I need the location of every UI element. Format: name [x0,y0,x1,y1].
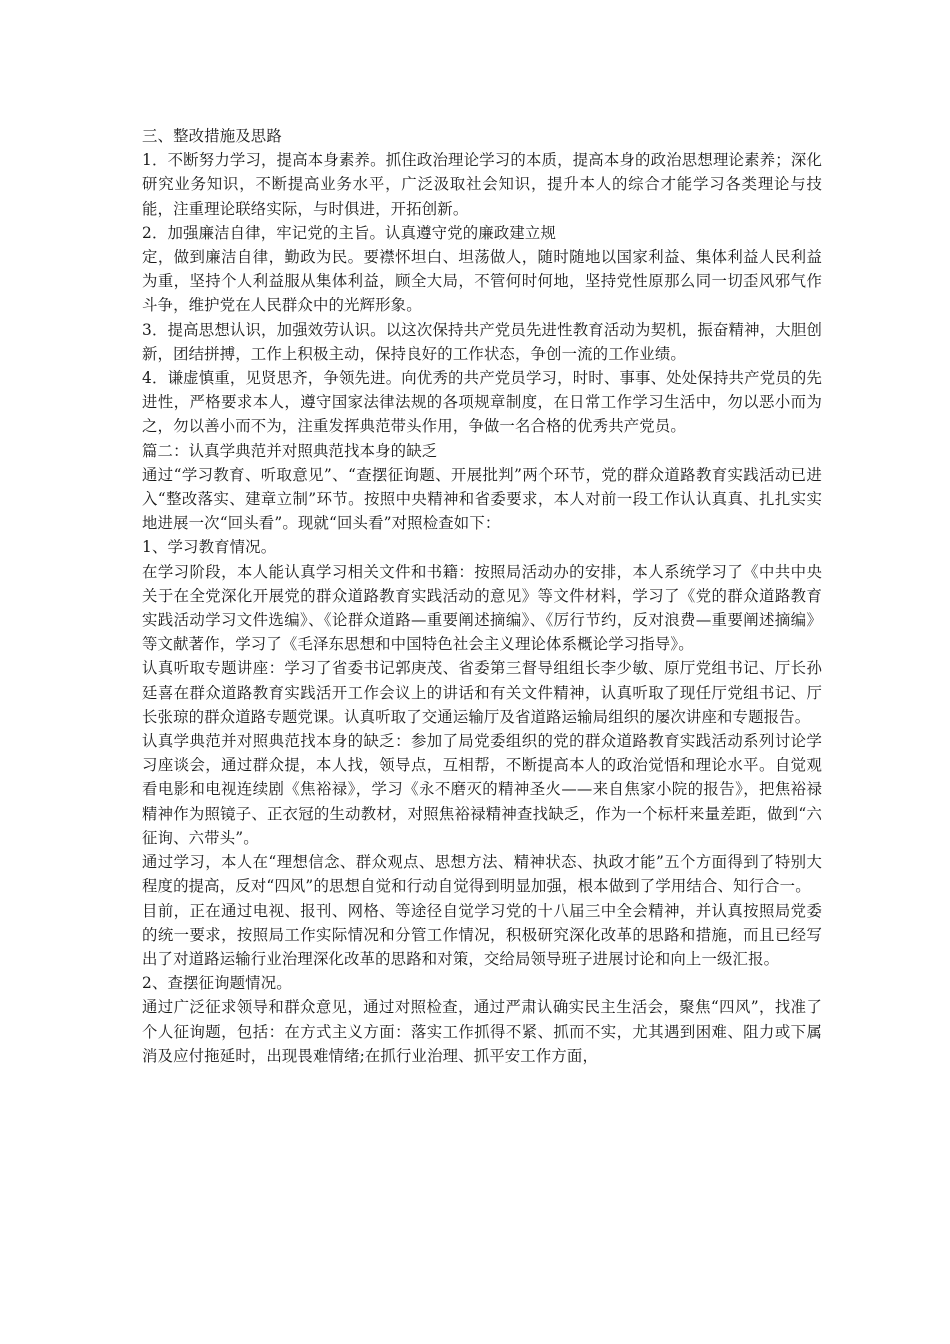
section-heading: 三、整改措施及思路 [142,127,282,145]
paragraph: 通过广泛征求领导和群众意见，通过对照检查，通过严肃认确实民主生活会，聚焦“四风”，找准了个人征询题，包括：在方式主义方面：落实工作抓得不紧、抓而不实，尤其遇到困难、阻力或下属消及应付拖延时，出现畏难情绪;在抓行业治理、抓平安工作方面， [142,998,822,1065]
paragraph: 目前，正在通过电视、报刊、网格、等途径自觉学习党的十八届三中全会精神，并认真按照局党委的统一要求，按照局工作实际情况和分管工作情况，积极研究深化改革的思路和措施，而且已经写出了对道路运输行业治理深化改革的思路和对策，交给局领导班子进展讨论和向上一级汇报。 [142,901,822,968]
paragraph: 通过学习，本人在“理想信念、群众观点、思想方法、精神状态、执政才能”五个方面得到了特别大程度的提高，反对“四风”的思想自觉和行动自觉得到明显加强，根本做到了学用结合、知行合一。 [142,853,822,896]
paragraph: 在学习阶段，本人能认真学习相关文件和书籍：按照局活动办的安排，本人系统学习了《中共中央关于在全党深化开展党的群众道路教育实践活动的意见》等文件材料，学习了《党的群众道路教育实践活动学习文件选编》、《论群众道路—重要阐述摘编》、《厉行节约，反对浪费—重要阐述摘编》等文献著作，学习了《毛泽东思想和中国特色社会主义理论体系概论学习指导》。 [142,562,822,654]
paragraph: 认真听取专题讲座：学习了省委书记郭庚茂、省委第三督导组组长李少敏、原厅党组书记、厅长孙廷喜在群众道路教育实践活开工作会议上的讲话和有关文件精神，认真听取了现任厅党组书记、厅长张琼的群众道路专题党课。认真听取了交通运输厅及省道路运输局组织的屡次讲座和专题报告。 [142,659,822,726]
section-heading: 篇二：认真学典范并对照典范找本身的缺乏 [142,441,438,460]
paragraph: 认真学典范并对照典范找本身的缺乏：参加了局党委组织的党的群众道路教育实践活动系列讨论学习座谈会，通过群众提，本人找，领导点，互相帮，不断提高本人的政治觉悟和理论水平。自觉观看电影和电视连续剧《焦裕禄》，学习《永不磨灭的精神圣火——来自焦家小院的报告》，把焦裕禄精神作为照镜子、正衣冠的生动教材，对照焦裕禄精神查找缺乏，作为一个标杆来量差距，做到“六征询、六带头”。 [142,732,822,847]
document-body [142,124,822,1068]
subheading: 1、学习教育情况。 [142,538,277,557]
subheading: 2、查摆征询题情况。 [142,974,292,993]
paragraph: 2．加强廉洁自律，牢记党的主旨。认真遵守党的廉政建立规 [142,223,556,242]
paragraph: 3．提高思想认识，加强效劳认识。以这次保持共产党员先进性教育活动为契机，振奋精神，大胆创新，团结拼搏，工作上积极主动，保持良好的工作状态，争创一流的工作业绩。 [142,320,822,363]
paragraph: 4．谦虚慎重，见贤思齐，争领先进。向优秀的共产党员学习，时时、事事、处处保持共产党员的先进性，严格要求本人，遵守国家法律法规的各项规章制度，在日常工作学习生活中，勿以恶小而为之，勿以善小而不为，注重发挥典范带头作用，争做一名合格的优秀共产党员。 [142,369,822,436]
paragraph: 1．不断努力学习，提高本身素养。抓住政治理论学习的本质，提高本身的政治思想理论素养；深化研究业务知识，不断提高业务水平，广泛汲取社会知识，提升本人的综合才能学习各类理论与技能，注重理论联络实际，与时俱进，开拓创新。 [142,151,822,218]
paragraph: 通过“学习教育、听取意见”、“查摆征询题、开展批判”两个环节，党的群众道路教育实践活动已进入“整改落实、建章立制”环节。按照中央精神和省委要求，本人对前一段工作认认真真、扎扎实实地进展一次“回头看”。现就“回头看”对照检查如下： [142,465,822,533]
paragraph: 定，做到廉洁自律，勤政为民。要襟怀坦白、坦荡做人，随时随地以国家利益、集体利益人民利益为重，坚持个人利益服从集体利益，顾全大局，不管何时何地，坚持党性原那么同一切歪风邪气作斗争，维护党在人民群众中的光辉形象。 [142,248,822,315]
